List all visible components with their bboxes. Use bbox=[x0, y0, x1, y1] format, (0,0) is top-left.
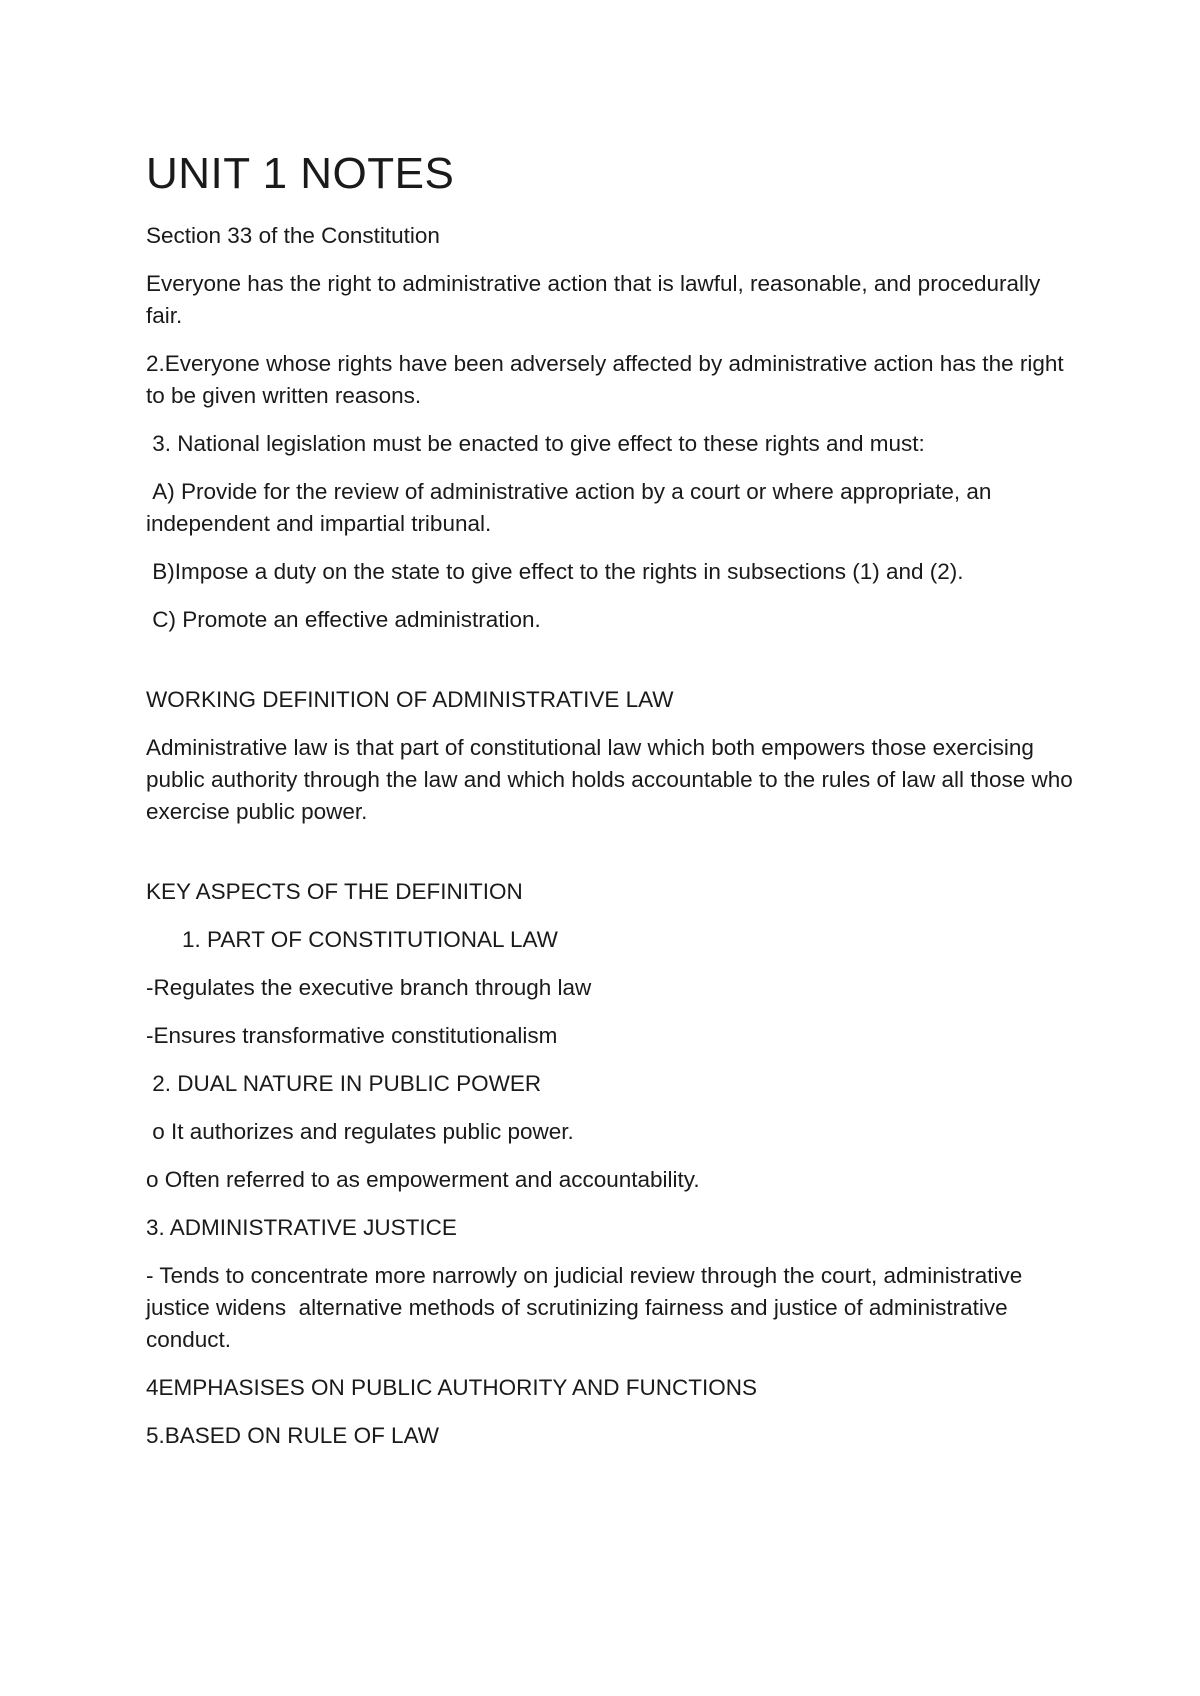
working-definition-heading: WORKING DEFINITION OF ADMINISTRATIVE LAW bbox=[146, 687, 674, 712]
spacer bbox=[146, 844, 1076, 876]
section-33-para-1: Everyone has the right to administrative action that is lawful, reasonable, and procedurally fair. bbox=[146, 271, 1041, 328]
key-aspect-1-point-a: -Regulates the executive branch through law bbox=[146, 975, 592, 1000]
page-title: UNIT 1 NOTES bbox=[146, 149, 455, 198]
key-aspect-1-point-b: -Ensures transformative constitutionalism bbox=[146, 1023, 558, 1048]
spacer bbox=[146, 652, 1076, 684]
key-aspect-3-point-a: - Tends to concentrate more narrowly on judicial review through the court, administrative justice widens alternative methods of scrutinizing fairness and justice of administrative conduct. bbox=[146, 1263, 1029, 1352]
key-aspect-3: 3. ADMINISTRATIVE JUSTICE bbox=[146, 1215, 457, 1240]
key-aspect-5: 5.BASED ON RULE OF LAW bbox=[146, 1423, 439, 1448]
key-aspect-2: 2. DUAL NATURE IN PUBLIC POWER bbox=[146, 1071, 542, 1096]
key-aspects-heading: KEY ASPECTS OF THE DEFINITION bbox=[146, 879, 523, 904]
key-aspect-4: 4EMPHASISES ON PUBLIC AUTHORITY AND FUNCTIONS bbox=[146, 1375, 757, 1400]
working-definition-body: Administrative law is that part of constitutional law which both empowers those exercising public authority through the law and which holds accountable to the rules of law all those who exercise public power. bbox=[146, 735, 1073, 824]
key-aspect-2-point-a: o It authorizes and regulates public power. bbox=[146, 1119, 574, 1144]
key-aspect-2-point-b: o Often referred to as empowerment and accountability. bbox=[146, 1167, 700, 1192]
section-33-para-c: C) Promote an effective administration. bbox=[146, 607, 541, 632]
section-33-para-3: 3. National legislation must be enacted to give effect to these rights and must: bbox=[146, 431, 925, 456]
section-33-heading: Section 33 of the Constitution bbox=[146, 223, 440, 248]
section-33-para-a: A) Provide for the review of administrative action by a court or where appropriate, an independent and impartial tribunal. bbox=[146, 479, 998, 536]
document-content bbox=[146, 148, 1076, 1468]
key-aspect-1: 1. PART OF CONSTITUTIONAL LAW bbox=[182, 927, 558, 952]
section-33-para-2: 2.Everyone whose rights have been adversely affected by administrative action has the right to be given written reasons. bbox=[146, 351, 1064, 408]
section-33-para-b: B)Impose a duty on the state to give effect to the rights in subsections (1) and (2). bbox=[146, 559, 964, 584]
